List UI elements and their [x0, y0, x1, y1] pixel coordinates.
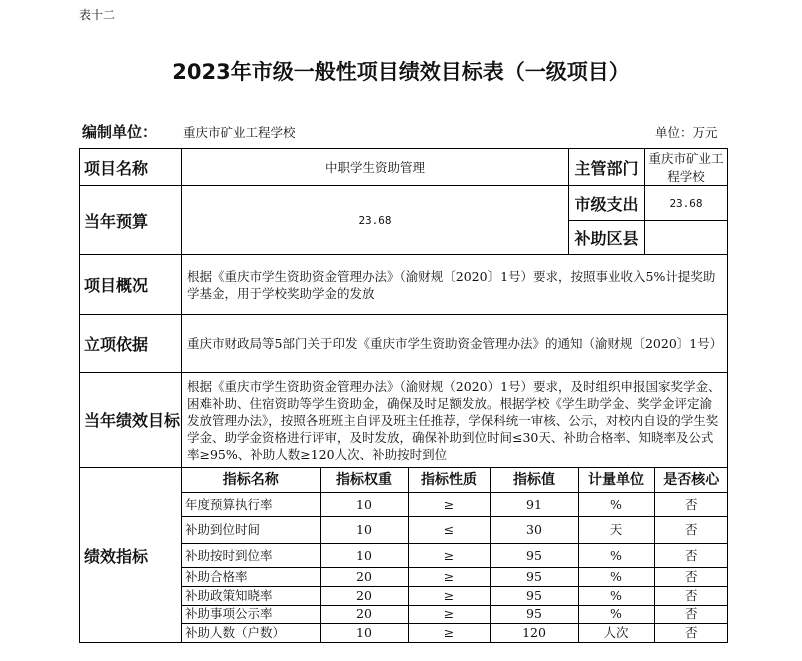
indicator-row	[182, 568, 728, 587]
header-core: 是否核心	[654, 468, 728, 493]
indicator-row	[182, 624, 728, 642]
indicator-nature: ≥	[408, 568, 490, 587]
indicator-nature: ≥	[408, 493, 490, 517]
indicator-name: 补助政策知晓率	[182, 586, 320, 605]
table-number: 表十二	[79, 8, 116, 22]
indicator-nature: ≤	[408, 517, 490, 543]
header-nature: 指标性质	[408, 468, 490, 493]
indicator-value: 30	[490, 517, 578, 543]
project-name-value: 中职学生资助管理	[182, 149, 569, 186]
indicator-core: 否	[654, 543, 728, 567]
indicator-weight: 10	[320, 517, 408, 543]
indicator-name: 补助合格率	[182, 568, 320, 587]
project-name-label: 项目名称	[80, 149, 182, 186]
indicator-weight: 10	[320, 493, 408, 517]
city-exp-value: 23.68	[645, 186, 728, 221]
indicator-unit: 天	[578, 517, 654, 543]
org-value: 重庆市矿业工程学校	[183, 125, 296, 140]
indicator-name: 补助按时到位率	[182, 543, 320, 567]
indicator-value: 95	[490, 543, 578, 567]
indicator-weight: 20	[320, 586, 408, 605]
indicator-value: 95	[490, 568, 578, 587]
indicator-unit: %	[578, 543, 654, 567]
indicator-core: 否	[654, 517, 728, 543]
goal-label: 当年绩效目标	[80, 373, 182, 468]
dept-value: 重庆市矿业工程学校	[645, 149, 728, 186]
indicator-name: 年度预算执行率	[182, 493, 320, 517]
indicator-table	[182, 468, 728, 642]
indicator-header-row	[182, 468, 728, 493]
indicator-core: 否	[654, 568, 728, 587]
indicator-core: 否	[654, 586, 728, 605]
goal-text: 根据《重庆市学生资助资金管理办法》（渝财规（2020）1号）要求，及时组织申报国家奖学金、困难补助、住宿资助等学生资助金，确保及时足额发放。根据学校《学生助学金、奖学金评定渝发放管理办法》，按照各班班主自评及班主任推荐，学保科统一审核、公示，对校内自设的学生奖学金、助学金资格进行评审，及时发放，确保补助到位时间≤30天、补助合格率、知晓率及公式率≥95%、补助人数≥120人次、补助按时到位	[182, 373, 728, 468]
indicator-name: 补助到位时间	[182, 517, 320, 543]
budget-value: 23.68	[182, 186, 569, 255]
overview-label: 项目概况	[80, 255, 182, 315]
indicator-nature: ≥	[408, 624, 490, 642]
header-unit: 计量单位	[578, 468, 654, 493]
indicator-weight: 10	[320, 624, 408, 642]
dept-label: 主管部门	[569, 149, 645, 186]
indicator-unit: %	[578, 568, 654, 587]
basis-text: 重庆市财政局等5部门关于印发《重庆市学生资助资金管理办法》的通知（渝财规〔2020〕1号）	[182, 315, 728, 373]
indicator-nature: ≥	[408, 586, 490, 605]
indicator-weight: 20	[320, 605, 408, 624]
indicator-row	[182, 543, 728, 567]
indicator-weight: 10	[320, 543, 408, 567]
indicator-row	[182, 517, 728, 543]
page-title: 2023年市级一般性项目绩效目标表（一级项目）	[172, 60, 630, 84]
indicator-value: 95	[490, 605, 578, 624]
indicator-value: 120	[490, 624, 578, 642]
unit-label: 单位：万元	[655, 125, 718, 140]
indicator-unit: 人次	[578, 624, 654, 642]
indicator-unit: %	[578, 493, 654, 517]
indicator-value: 95	[490, 586, 578, 605]
header-weight: 指标权重	[320, 468, 408, 493]
indicator-row	[182, 586, 728, 605]
org-label: 编制单位：	[82, 123, 158, 141]
perf-label: 绩效指标	[80, 468, 182, 643]
indicator-unit: %	[578, 586, 654, 605]
header-value: 指标值	[490, 468, 578, 493]
indicator-weight: 20	[320, 568, 408, 587]
indicator-nature: ≥	[408, 605, 490, 624]
indicator-unit: %	[578, 605, 654, 624]
indicator-nature: ≥	[408, 543, 490, 567]
header-name: 指标名称	[182, 468, 320, 493]
indicator-core: 否	[654, 605, 728, 624]
performance-table	[79, 148, 728, 643]
indicator-core: 否	[654, 624, 728, 642]
indicator-name: 补助事项公示率	[182, 605, 320, 624]
basis-label: 立项依据	[80, 315, 182, 373]
indicator-row	[182, 493, 728, 517]
indicator-value: 91	[490, 493, 578, 517]
indicator-core: 否	[654, 493, 728, 517]
indicator-row	[182, 605, 728, 624]
city-exp-label: 市级支出	[569, 186, 645, 221]
overview-text: 根据《重庆市学生资助资金管理办法》（渝财规〔2020〕1号）要求，按照事业收入5%计提奖助学基金，用于学校奖助学金的发放	[182, 255, 728, 315]
indicator-cell	[182, 468, 728, 643]
district-value	[645, 221, 728, 255]
budget-label: 当年预算	[80, 186, 182, 255]
indicator-name: 补助人数（户数）	[182, 624, 320, 642]
district-label: 补助区县	[569, 221, 645, 255]
